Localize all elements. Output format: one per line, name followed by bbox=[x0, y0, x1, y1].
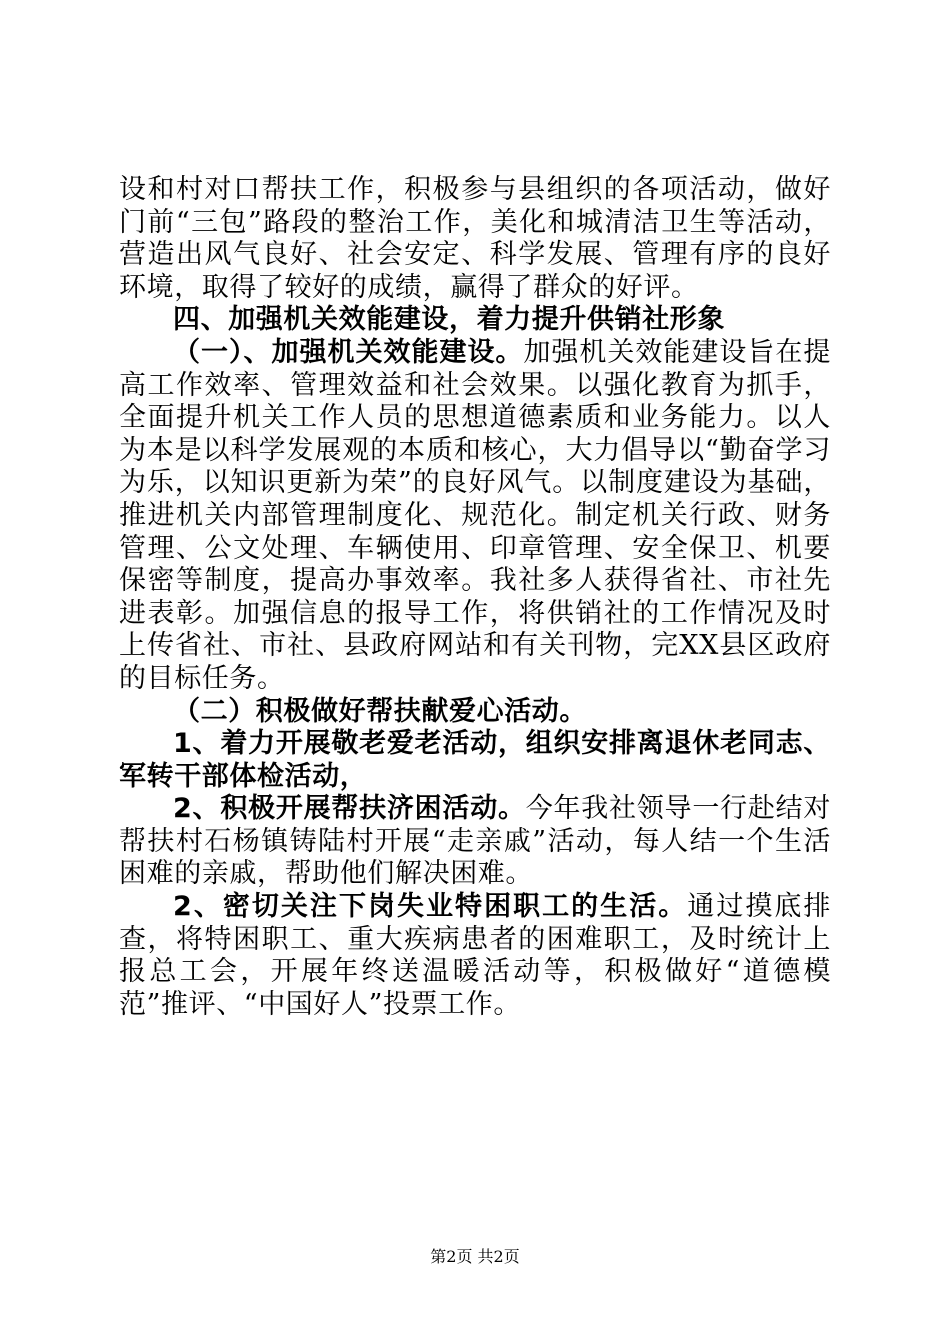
section-heading bbox=[119, 304, 831, 337]
paragraph-text: 通过摸底排查，将特困职工、重大疾病患者的困难职工，及时统计上报总工会，开展年终送温暖活动等，积极做好“道德模范”推评、“中国好人”投票工作。 bbox=[119, 891, 832, 1020]
paragraph-text: 加强机关效能建设旨在提高工作效率、管理效益和社会效果。以强化教育为抓手，全面提升机关工作人员的思想道德素质和业务能力。以人为本是以科学发展观的本质和核心，大力倡导以“勤奋学习为乐，以知识更新为荣”的良好风气。以制度建设为基础，推进机关内部管理制度化、规范化。制定机关行政、财务管理、公文处理、车辆使用、印章管理、安全保卫、机要保密等制度，提高办事效率。我社多人获得省社、市社先进表彰。加强信息的报导工作，将供销社的工作情况及时上传省社、市社、县政府网站和有关刊物，完XX县区政府的目标任务。 bbox=[119, 336, 831, 694]
paragraph-text: 今年我社领导一行赴结对帮扶村石杨镇铸陆村开展“走亲戚”活动，每人结一个生活困难的亲戚，帮助他们解决困难。 bbox=[119, 793, 831, 890]
page-footer bbox=[0, 1244, 950, 1267]
subheading-assistance: （二）积极做好帮扶献爱心活动。 bbox=[173, 695, 587, 727]
paragraph-efficiency bbox=[119, 337, 831, 696]
list-item-2 bbox=[119, 793, 831, 891]
subheading-paragraph bbox=[119, 696, 831, 729]
list-item-lead: 2、积极开展帮扶济困活动。 bbox=[173, 793, 526, 825]
list-item-lead: 2、密切关注下岗失业特困职工的生活。 bbox=[173, 891, 688, 923]
list-item-1 bbox=[119, 728, 831, 793]
section-heading-text: 四、加强机关效能建设，着力提升供销社形象 bbox=[173, 304, 725, 336]
page-number: 第2页 共2页 bbox=[430, 1247, 520, 1266]
document-body bbox=[119, 174, 831, 1021]
paragraph-continuation bbox=[119, 174, 831, 304]
paragraph-text: 设和村对口帮扶工作，积极参与县组织的各项活动，做好门前“三包”路段的整治工作，美化和城清洁卫生等活动，营造出风气良好、社会安定、科学发展、管理有序的良好环境，取得了较好的成绩，赢得了群众的好评。 bbox=[119, 174, 831, 303]
subheading-efficiency: （一）、加强机关效能建设。 bbox=[173, 336, 524, 368]
list-item-lead: 1、着力开展敬老爱老活动，组织安排离退休老同志、军转干部体检活动， bbox=[119, 728, 831, 792]
list-item-3 bbox=[119, 891, 831, 1021]
